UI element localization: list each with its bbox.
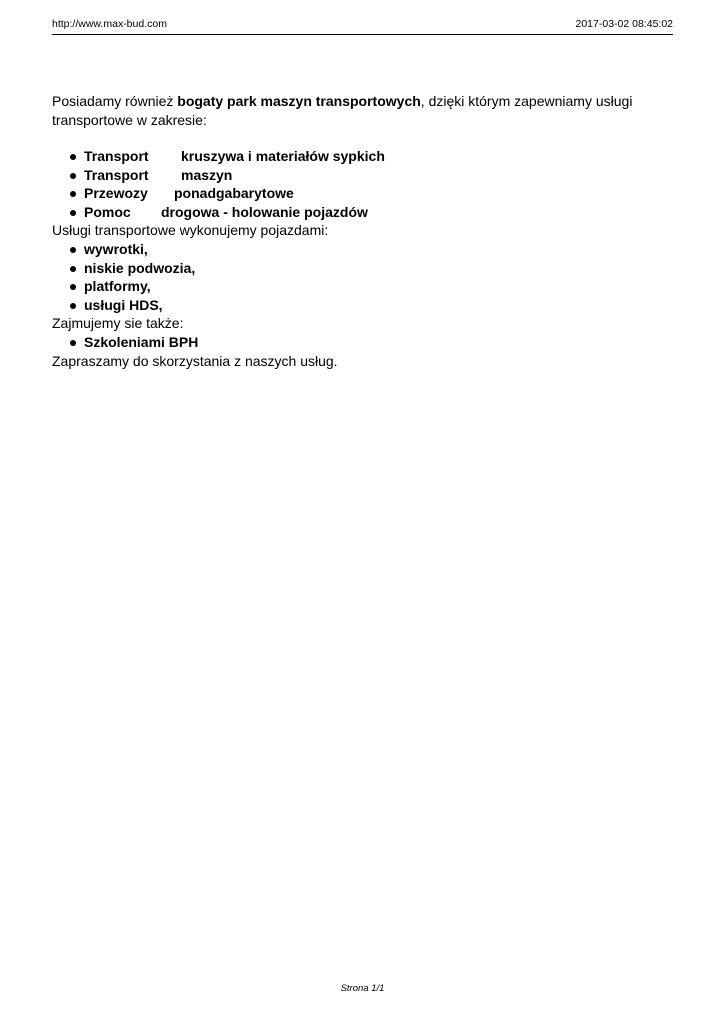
bullet-icon	[70, 247, 76, 253]
also-intro: Zajmujemy sie także:	[52, 315, 184, 331]
bullet-icon	[70, 266, 76, 272]
list-item	[52, 147, 674, 166]
vehicle-label: usługi HDS,	[84, 296, 163, 313]
vehicle-label: niskie podwozia,	[84, 259, 196, 276]
closing-paragraph: Zapraszamy do skorzystania z naszych usług.	[52, 352, 338, 369]
vehicle-label: platformy,	[84, 278, 151, 294]
bullet-icon	[70, 191, 76, 197]
vehicle-label: wywrotki,	[84, 241, 148, 257]
header-datetime: 2017-03-02 08:45:02	[575, 18, 673, 30]
header-url: http://www.max-bud.com	[52, 18, 167, 30]
service-category: Transport	[84, 166, 149, 183]
service-detail: maszyn	[181, 166, 233, 183]
page-header	[52, 17, 673, 35]
service-category: Pomoc	[84, 203, 131, 220]
vehicles-intro: Usługi transportowe wykonujemy pojazdami:	[52, 222, 329, 238]
transport-services-list	[52, 147, 674, 221]
service-category: Przewozy	[84, 185, 148, 201]
service-category: Transport	[84, 148, 149, 164]
service-detail: drogowa - holowanie pojazdów	[161, 203, 368, 220]
list-item	[52, 166, 674, 185]
intro-paragraph	[52, 92, 674, 130]
list-item	[52, 259, 674, 278]
intro-bold: bogaty park maszyn transportowych	[177, 93, 421, 109]
list-item	[52, 184, 674, 203]
also-label: Szkoleniami BPH	[84, 334, 199, 350]
intro-suffix: , dzięki którym zapewniamy usługi transportowe w zakresie:	[52, 93, 633, 128]
bullet-icon	[70, 210, 76, 216]
service-detail: kruszywa i materiałów sypkich	[181, 148, 385, 164]
list-item	[52, 240, 674, 259]
page-footer: Strona 1/1	[340, 983, 385, 994]
service-detail: ponadgabarytowe	[174, 185, 294, 201]
bullet-icon	[70, 284, 76, 290]
also-list	[52, 333, 674, 352]
document-body	[52, 92, 674, 371]
list-item	[52, 203, 674, 222]
bullet-icon	[70, 154, 76, 160]
bullet-icon	[70, 340, 76, 346]
bullet-icon	[70, 173, 76, 179]
bullet-icon	[70, 303, 76, 309]
list-item	[52, 333, 674, 352]
list-item	[52, 296, 674, 315]
vehicles-list	[52, 240, 674, 314]
list-item	[52, 277, 674, 296]
intro-prefix: Posiadamy również	[52, 93, 178, 109]
